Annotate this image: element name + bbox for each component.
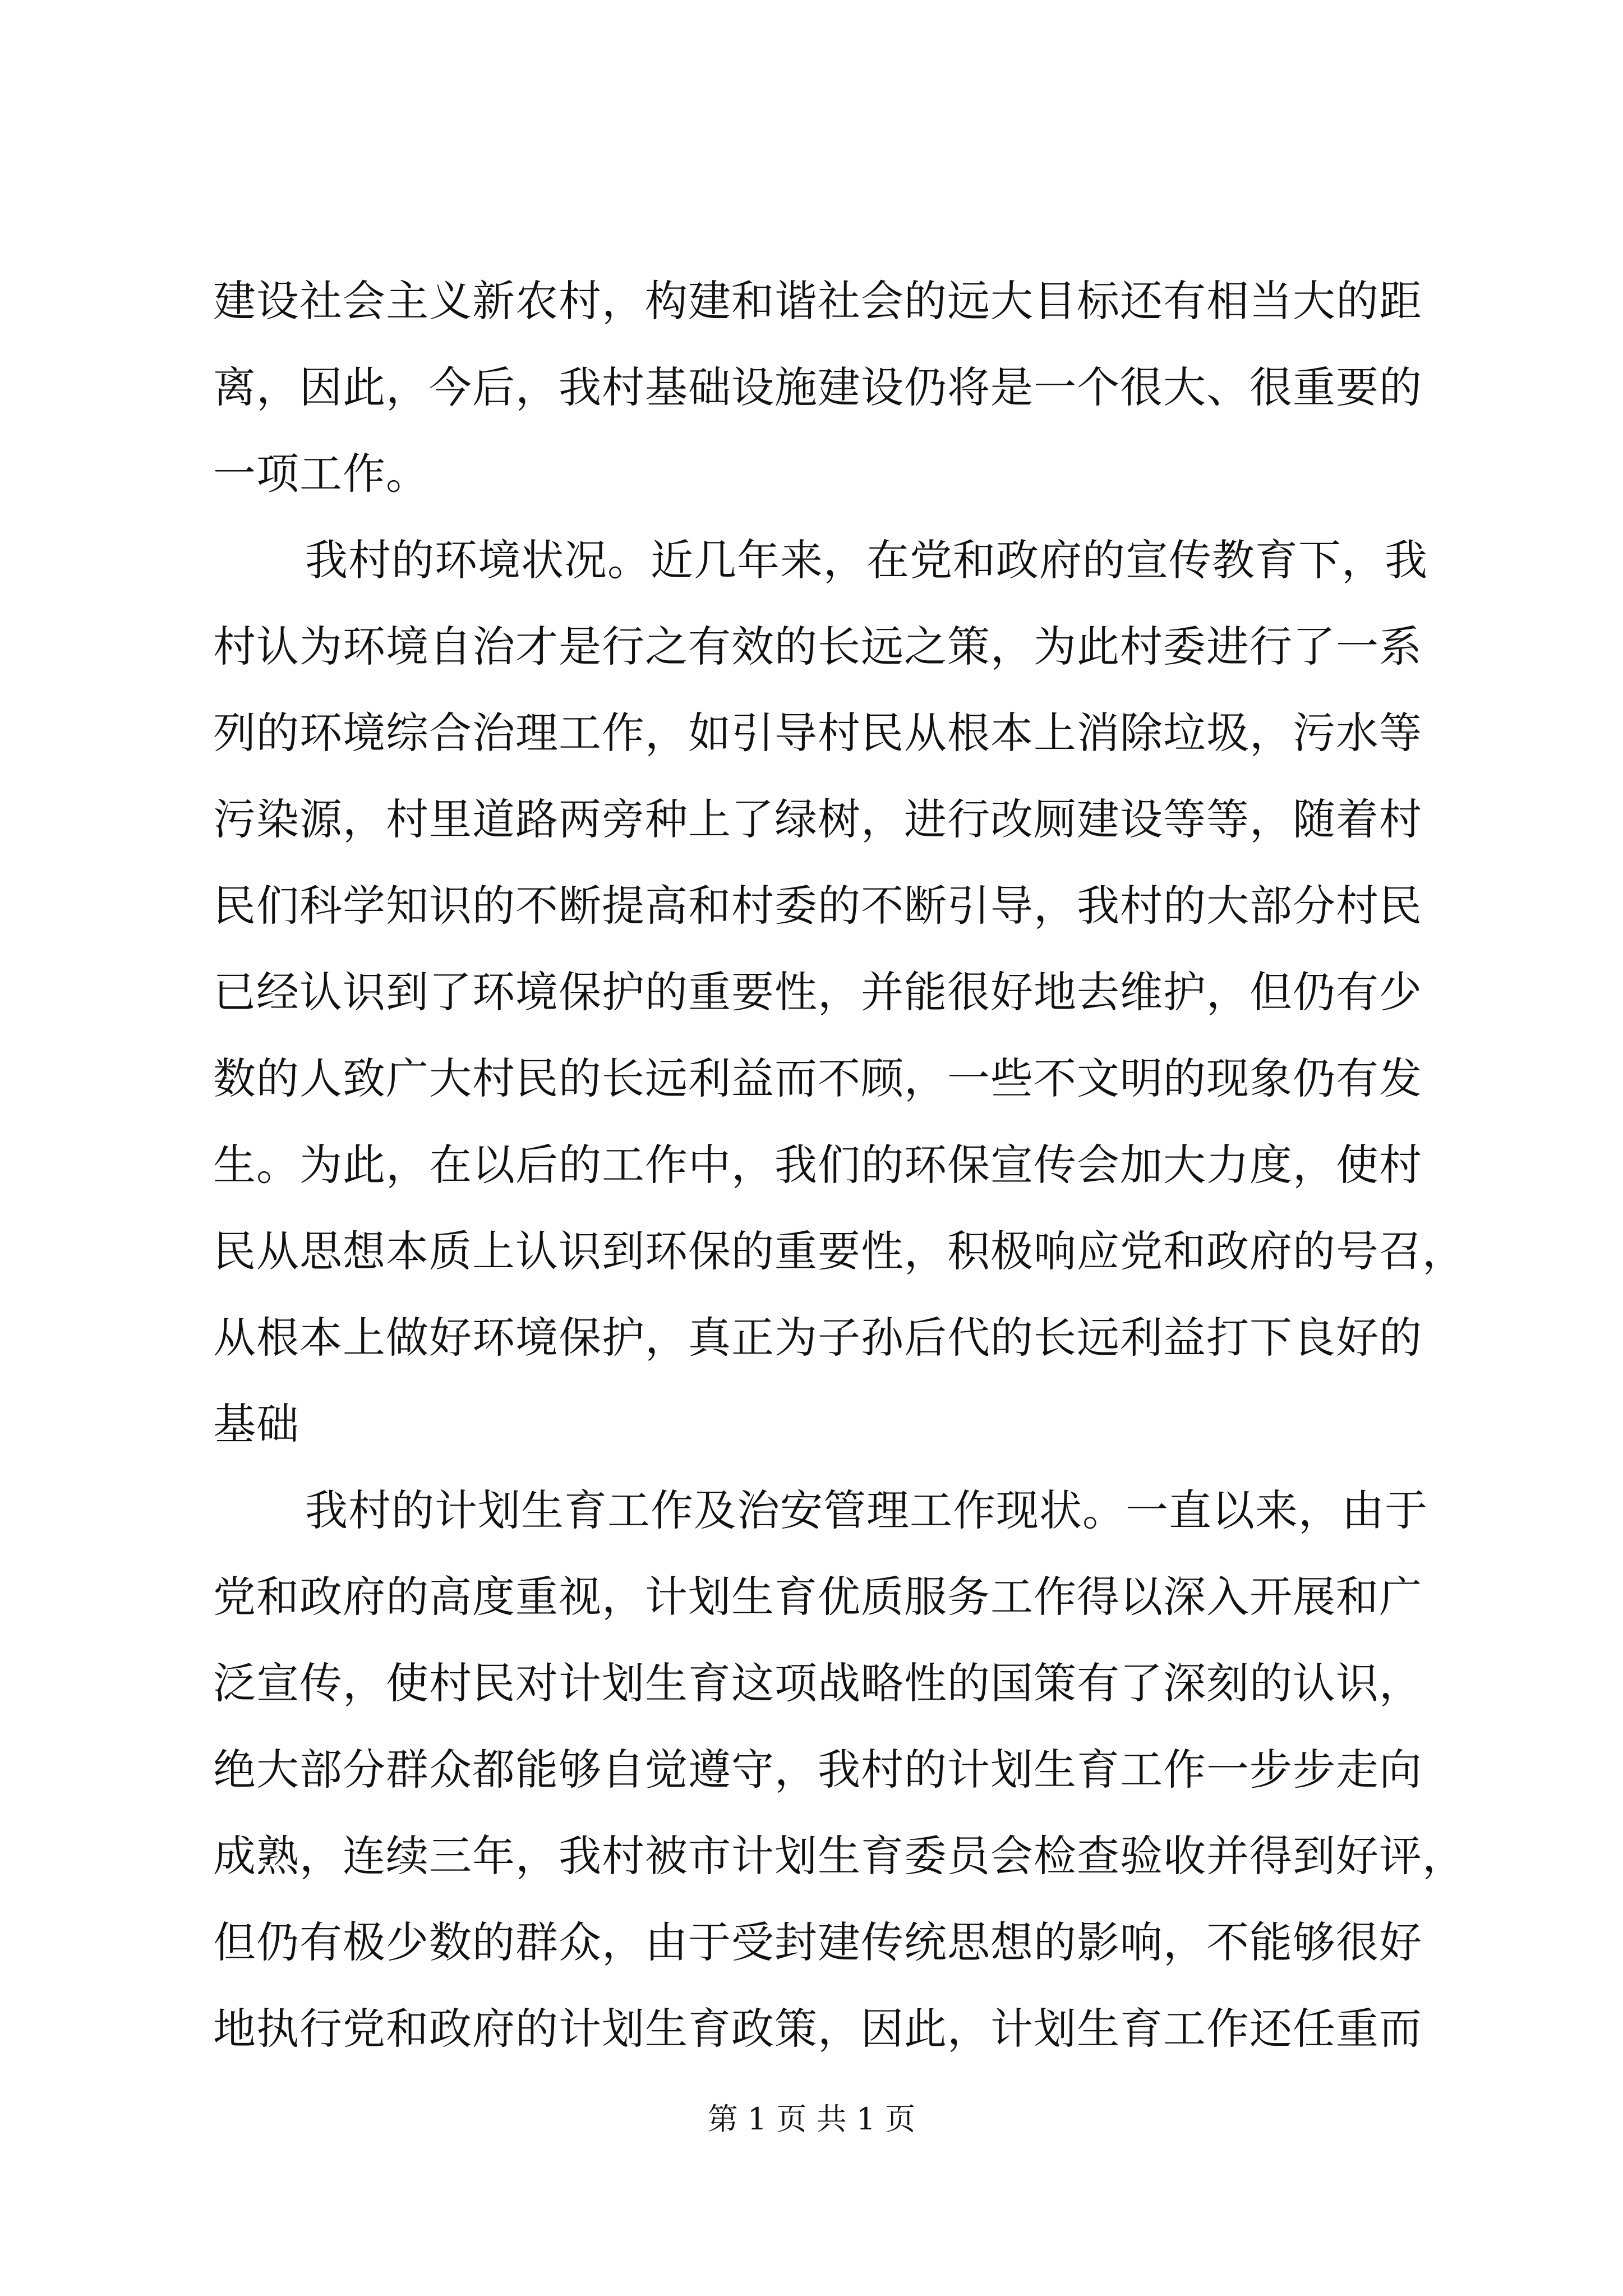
paragraph-line: 地执行党和政府的计划生育政策，因此，计划生育工作还任重而 bbox=[213, 2004, 1422, 2054]
paragraph-line: 从根本上做好环境保护，真正为子孙后代的长远利益打下良好的 bbox=[213, 1313, 1422, 1363]
document-body bbox=[213, 258, 1465, 2072]
paragraph-line: 已经认识到了环境保护的重要性，并能很好地去维护，但仍有少 bbox=[213, 967, 1422, 1017]
paragraph-line: 我村的计划生育工作及治安管理工作现状。一直以来，由于 bbox=[305, 1485, 1428, 1535]
paragraph bbox=[213, 258, 1422, 517]
paragraph-line: 我村的环境状况。近几年来，在党和政府的宣传教育下，我 bbox=[305, 535, 1428, 585]
paragraph-line: 生。为此，在以后的工作中，我们的环保宣传会加大力度，使村 bbox=[213, 1140, 1422, 1190]
paragraph-line: 离，因此，今后，我村基础设施建设仍将是一个很大、很重要的 bbox=[213, 362, 1422, 412]
paragraph-line: 但仍有极少数的群众，由于受封建传统思想的影响，不能够很好 bbox=[213, 1917, 1422, 1967]
paragraph bbox=[213, 1467, 1465, 2072]
paragraph-line: 一项工作。 bbox=[213, 449, 429, 499]
paragraph-line: 民从思想本质上认识到环保的重要性，积极响应党和政府的号召， bbox=[213, 1226, 1465, 1276]
paragraph-line: 建设社会主义新农村，构建和谐社会的远大目标还有相当大的距 bbox=[213, 276, 1422, 326]
paragraph bbox=[213, 517, 1465, 1467]
paragraph-line: 成熟，连续三年，我村被市计划生育委员会检查验收并得到好评， bbox=[213, 1831, 1465, 1881]
paragraph-line: 党和政府的高度重视，计划生育优质服务工作得以深入开展和广 bbox=[213, 1572, 1422, 1622]
paragraph-line: 列的环境综合治理工作，如引导村民从根本上消除垃圾，污水等 bbox=[213, 708, 1422, 758]
page-footer: 第 1 页 共 1 页 bbox=[707, 2101, 916, 2137]
paragraph-line: 污染源，村里道路两旁种上了绿树，进行改厕建设等等，随着村 bbox=[213, 794, 1422, 844]
paragraph-line: 数的人致广大村民的长远利益而不顾，一些不文明的现象仍有发 bbox=[213, 1053, 1422, 1103]
paragraph-line: 村认为环境自治才是行之有效的长远之策，为此村委进行了一系 bbox=[213, 622, 1422, 671]
paragraph-line: 绝大部分群众都能够自觉遵守，我村的计划生育工作一步步走向 bbox=[213, 1745, 1422, 1795]
paragraph-line: 泛宣传，使村民对计划生育这项战略性的国策有了深刻的认识， bbox=[213, 1658, 1422, 1708]
paragraph-line: 基础 bbox=[213, 1399, 299, 1449]
paragraph-line: 民们科学知识的不断提高和村委的不断引导，我村的大部分村民 bbox=[213, 881, 1422, 931]
